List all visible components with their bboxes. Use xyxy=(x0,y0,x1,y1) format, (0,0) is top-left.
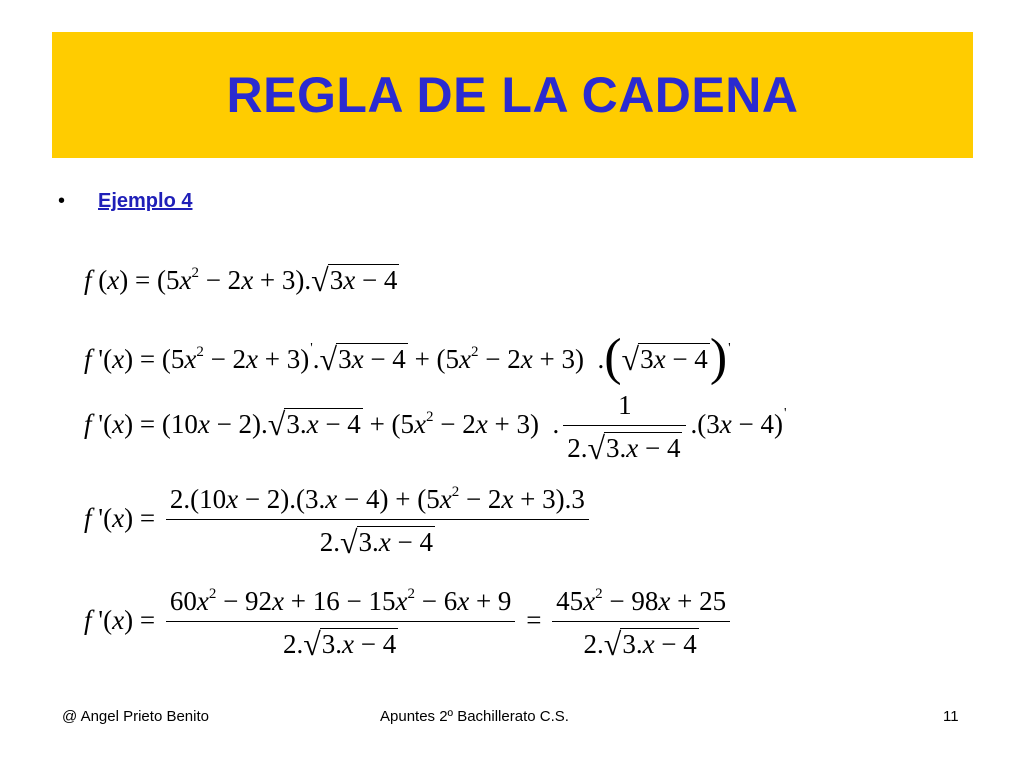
equation-line-3: f '$(x) = (10x - 2).√3.x - 4 + (5x^2 - 2x + 3)$ . $\frac{1}{2.√3.x - 4}$ .(3x − 4)' xyxy=(84,390,787,466)
fraction: $\frac{60x^2 - 92x + 16 - 15x^2 - 6x + 9}{2.√3.x - 4}$ xyxy=(166,588,516,658)
slide-title: REGLA DE LA CADENA xyxy=(226,67,799,123)
footer-course: Apuntes 2º Bachillerato C.S. xyxy=(380,708,569,725)
footer-author: @ Angel Prieto Benito xyxy=(62,708,209,725)
fraction: $\frac{2.(10x - 2).(3.x - 4) + (5x^2 - 2x + 3).3}{2.√3.x - 4}$ xyxy=(166,486,589,556)
radical: √3x − 4 xyxy=(311,262,398,298)
example-label: Ejemplo 4 xyxy=(98,190,193,212)
equation-line-4: f '(x) = $\frac{2.(10x - 2).(3.x - 4) + (5x^2 - 2x + 3).3}{2.√3.x - 4}$ xyxy=(84,486,593,556)
equation-line-2: f '$(x) = (5x^2 - 2x + 3)'.√3x - 4 + (5x^2 - 2x + 3) .(√3x - 4)'$ xyxy=(84,329,731,386)
lhs-1: f xyxy=(84,265,92,295)
bullet-dot: • xyxy=(58,190,66,212)
fraction: $\frac{45x^2 - 98x + 25}{2.√3.x - 4}$ xyxy=(552,588,730,658)
footer-page-number: 11 xyxy=(943,708,959,725)
equation-line-5: f '(x) = $\frac{60x^2 - 92x + 16 - 15x^2 - 6x + 9}{2.√3.x - 4}$ = $\frac{45x^2 - 98x + 25}{2.√3.x - 4}$ xyxy=(84,588,734,658)
title-banner xyxy=(52,32,973,158)
equation-line-1: f $(x) = (5x^2 - 2x + 3).√3x - 4$ xyxy=(84,262,398,298)
fraction: $\frac{1}{2.√3.x - 4}$ xyxy=(563,392,686,462)
bullet-item xyxy=(58,190,192,213)
